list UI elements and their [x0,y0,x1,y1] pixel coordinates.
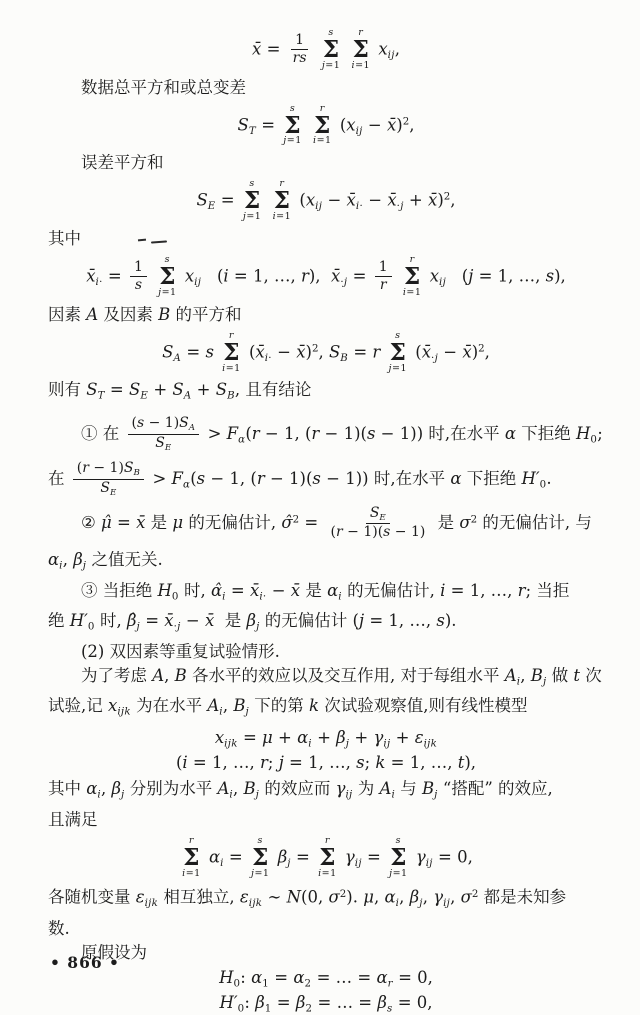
para-effects-line-1: 其中 $\alpha_i$, $\beta_j$ 分别为水平 $A_i$, $B_j$ 的效应而 $\gamma_{ij}$ 为 $A_i$ 与 $B_j$ “搭配” 的效应, [48,779,553,801]
section-2-heading: (2) 双因素等重复试验情形. [81,641,280,661]
formula-total-ss: $S_T$ = s Σ j=1 r Σ i=1 ($x_{ij}$ − x̄)$^2$, [237,102,415,147]
label-factor-sum-of-squares: 因素 A 及因素 B 的平方和 [48,304,242,324]
label-error-sum-of-squares: 误差平方和 [81,153,164,173]
conclusion-item-2-line-2: $\alpha_i$, $\beta_j$ 之值无关. [48,549,163,572]
para-setup-line-1: 为了考虑 A, B 各水平的效应以及交互作用, 对于每组水平 $A_i$, $B_j$ 做 t 次 [81,665,602,688]
formula-h0-alpha: $H_0$: $\alpha_1 = \alpha_2$ = … = $\alpha_r = 0$, [219,967,433,990]
text-where: 其中 [48,227,604,251]
conclusion-item-3-line-2: 绝 $H'_0$ 时, $\betâ_j$ = $x̄_{\cdot j}$ − x̄ 是 $\beta_j$ 的无偏估计 (j = 1, …, s). [48,611,457,633]
page-number: • 866 • [50,953,120,972]
para-effects-line-2: 且满足 [48,809,98,829]
conclusion-item-3-line-1: ③ 当拒绝 $H_0$ 时, $\alphâ_i$ = $x̄_{i\cdot}$ − x̄ 是 $\alpha_i$ 的无偏估计, i = 1, …, r; 当拒 [81,580,570,603]
label-total-sum-of-squares: 数据总平方和或总变差 [81,77,246,97]
formula-constraints: r Σ i=1 $\alpha_i$ = s Σ j=1 $\beta_j$ = r Σ i=1 $\gamma_{ij}$ = s Σ j=1 $\gamma_{ij} = 0$, [182,834,473,879]
formula-linear-model: $x_{ijk} = \mu + \alpha_i + \beta_j + \gamma_{ij} + \varepsilon_{ijk}$ [214,727,438,750]
formula-error-ss: $S_E$ = s Σ j=1 r Σ i=1 ($x_{ij}$ − $x̄_{i\cdot}$ − $x̄_{\cdot j}$ + x̄)$^2$, [196,178,456,223]
formula-h0-beta: $H'_0$: $\beta_1 = \beta_2$ = … = $\beta_s = 0$, [219,992,433,1015]
para-setup-line-2: 试验,记 $x_{ijk}$ 为在水平 $A_i$, $B_j$ 下的第 k 次试验观察值,则有线性模型 [48,696,528,718]
conclusion-item-1-line-1: ① 在 $\frac{(s - 1)S_A}{S_E}$ > $F_\alpha(r - 1$, (r − 1)(s − 1)) 时,在水平 α 下拒绝 $H_0$; [81,415,603,453]
para-random-vars-line-2: 数. [48,918,70,938]
formula-grand-mean: x̄ = $\frac{1}{rs}$ s Σ j=1 r Σ i=1 $x_{ij}$, [252,27,400,71]
formula-row-column-means: $x̄_{i\cdot}$ = $\frac{1}{s}$ s Σ j=1 $x_{ij}$ (i = 1, …, r), $x̄_{\cdot j}$ = $\frac{1}{r}$ r Σ i=1 $x_{ij}$ (j = 1, …, s), [86,254,566,298]
text-ss-decomposition: 则有 $S_T = S_E + S_A + S_B$, 且有结论 [48,380,312,403]
formula-index-ranges: (i = 1, …, r; j = 1, …, s; k = 1, …, t), [175,753,477,773]
formula-factor-ss: $S_A = s$ r Σ i=1 ($x̄_{i\cdot}$ − x̄)$^2$, $S_B = r$ s Σ j=1 ($x̄_{\cdot j}$ − x̄)$^2$, [162,329,490,374]
para-random-vars-line-1: 各随机变量 $\varepsilon_{ijk}$ 相互独立, $\varepsilon_{ijk}$ ∼ N(0, $\sigma^2$). μ, $\alpha_i$, $\beta_j$, $\gamma_{ij}$, $\sigma^2$ 都是未知参 [48,888,567,910]
conclusion-item-2-line-1: ② μ̂ = x̄ 是 μ 的无偏估计, σ̂$^2$ = $\frac{S_E}{(r - 1)(s - 1)}$ 是 $\sigma^2$ 的无偏估计, 与 [81,504,592,541]
text-null-hypotheses: 原假设为 [81,942,147,962]
conclusion-item-1-line-2: 在 $\frac{(r - 1)S_B}{S_E}$ > $F_\alpha(s - 1$, (r − 1)(s − 1)) 时,在水平 α 下拒绝 $H'_0$. [48,459,552,498]
